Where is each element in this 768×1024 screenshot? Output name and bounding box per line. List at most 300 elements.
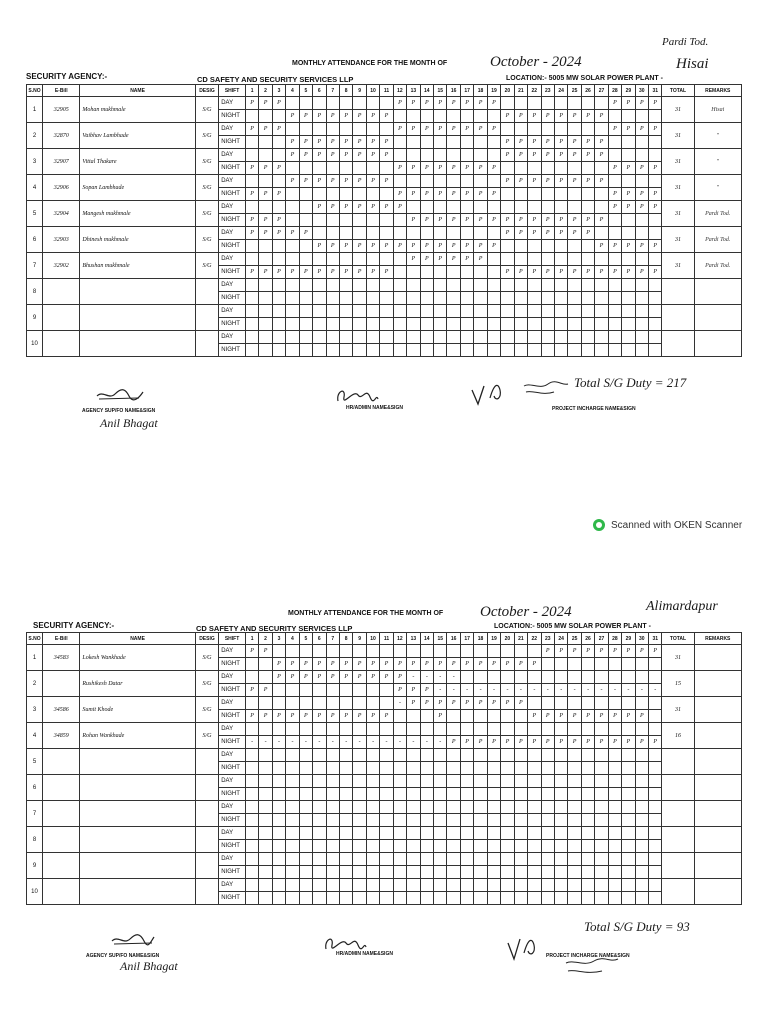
shift-night-label: NIGHT [219, 292, 246, 305]
attendance-cell: P [581, 214, 594, 227]
attendance-cell [447, 892, 460, 905]
attendance-cell [528, 188, 541, 201]
attendance-cell [339, 697, 352, 710]
row-remarks: Hisai [694, 97, 742, 123]
attendance-cell [649, 305, 662, 318]
attendance-cell [286, 645, 299, 658]
attendance-cell: P [649, 201, 662, 214]
attendance-cell [514, 879, 527, 892]
table-row-day [27, 853, 742, 866]
attendance-cell [286, 162, 299, 175]
attendance-cell [245, 697, 258, 710]
attendance-cell [353, 801, 366, 814]
attendance-cell [272, 201, 285, 214]
attendance-cell [554, 749, 567, 762]
attendance-cell [649, 227, 662, 240]
row-ebill [43, 331, 80, 357]
attendance-cell [407, 892, 420, 905]
attendance-cell [460, 149, 473, 162]
attendance-cell [353, 123, 366, 136]
attendance-cell [339, 749, 352, 762]
attendance-cell [393, 879, 406, 892]
attendance-cell: P [554, 266, 567, 279]
attendance-cell [393, 227, 406, 240]
attendance-cell: P [366, 710, 379, 723]
attendance-cell [366, 318, 379, 331]
attendance-cell: P [434, 253, 447, 266]
attendance-cell [313, 814, 326, 827]
row-name [80, 879, 195, 905]
attendance-cell [514, 853, 527, 866]
attendance-cell [326, 866, 339, 879]
row-total: 31 [662, 227, 694, 253]
attendance-cell [595, 305, 608, 318]
attendance-cell: P [420, 214, 433, 227]
attendance-cell: P [581, 645, 594, 658]
attendance-cell: P [259, 214, 272, 227]
attendance-cell [528, 762, 541, 775]
attendance-cell [460, 749, 473, 762]
attendance-cell: P [313, 149, 326, 162]
total-duty: Total S/G Duty = 217 [574, 375, 687, 390]
agency-name: CD SAFETY AND SECURITY SERVICES LLP [196, 624, 353, 633]
attendance-cell [380, 840, 393, 853]
attendance-cell [434, 788, 447, 801]
attendance-cell [474, 749, 487, 762]
attendance-cell: P [595, 266, 608, 279]
attendance-cell: - [622, 684, 635, 697]
row-desig: S/G [195, 723, 218, 749]
attendance-cell [366, 188, 379, 201]
attendance-cell [339, 305, 352, 318]
attendance-cell: P [326, 136, 339, 149]
attendance-cell [245, 175, 258, 188]
attendance-cell [514, 331, 527, 344]
sheet-title: MONTHLY ATTENDANCE FOR THE MONTH OF [288, 610, 444, 617]
header-day: 27 [595, 85, 608, 97]
attendance-cell: - [286, 736, 299, 749]
attendance-cell [649, 892, 662, 905]
attendance-cell: P [595, 136, 608, 149]
attendance-cell [608, 110, 621, 123]
attendance-cell [245, 292, 258, 305]
attendance-cell [326, 188, 339, 201]
attendance-cell: P [420, 240, 433, 253]
attendance-cell [608, 697, 621, 710]
attendance-cell: P [407, 188, 420, 201]
attendance-cell [366, 853, 379, 866]
attendance-cell [299, 853, 312, 866]
attendance-cell [608, 149, 621, 162]
attendance-cell [541, 801, 554, 814]
attendance-cell [622, 788, 635, 801]
attendance-cell [487, 344, 500, 357]
attendance-cell: P [407, 123, 420, 136]
attendance-cell [635, 149, 648, 162]
attendance-cell: P [326, 710, 339, 723]
attendance-cell: P [313, 240, 326, 253]
attendance-cell [299, 162, 312, 175]
attendance-cell [286, 214, 299, 227]
attendance-cell [635, 331, 648, 344]
attendance-cell [380, 305, 393, 318]
attendance-cell: P [514, 658, 527, 671]
attendance-cell: P [447, 697, 460, 710]
attendance-cell [608, 749, 621, 762]
attendance-cell [622, 801, 635, 814]
attendance-cell [366, 97, 379, 110]
attendance-cell [272, 697, 285, 710]
attendance-cell [380, 123, 393, 136]
attendance-cell [393, 136, 406, 149]
row-sno: 2 [27, 671, 43, 697]
attendance-cell [434, 305, 447, 318]
attendance-cell: P [447, 658, 460, 671]
attendance-cell [313, 305, 326, 318]
attendance-cell [649, 697, 662, 710]
attendance-cell [622, 814, 635, 827]
attendance-cell [380, 188, 393, 201]
attendance-cell [622, 292, 635, 305]
attendance-cell [554, 305, 567, 318]
attendance-cell [622, 305, 635, 318]
attendance-cell: P [245, 645, 258, 658]
row-name: Bhushan mukhmale [80, 253, 195, 279]
header-sno: S.NO [27, 85, 43, 97]
attendance-cell [501, 123, 514, 136]
attendance-cell: P [595, 175, 608, 188]
attendance-cell [447, 110, 460, 123]
table-row-day [27, 879, 742, 892]
attendance-cell [460, 827, 473, 840]
attendance-cell [514, 723, 527, 736]
attendance-cell [353, 214, 366, 227]
attendance-cell [487, 866, 500, 879]
attendance-cell: P [649, 162, 662, 175]
attendance-cell [393, 762, 406, 775]
attendance-cell [380, 827, 393, 840]
header-day: 4 [286, 633, 299, 645]
attendance-cell [407, 853, 420, 866]
attendance-cell: - [420, 671, 433, 684]
header-day: 24 [554, 633, 567, 645]
attendance-cell [299, 292, 312, 305]
attendance-cell [622, 175, 635, 188]
attendance-cell [635, 762, 648, 775]
attendance-cell [245, 749, 258, 762]
attendance-cell: P [245, 266, 258, 279]
attendance-cell: - [554, 684, 567, 697]
row-remarks [694, 827, 742, 853]
attendance-cell: P [622, 123, 635, 136]
attendance-cell: P [622, 240, 635, 253]
attendance-cell: P [554, 149, 567, 162]
attendance-cell [554, 840, 567, 853]
attendance-cell [434, 866, 447, 879]
attendance-cell [528, 775, 541, 788]
attendance-cell: P [554, 175, 567, 188]
attendance-cell: P [528, 227, 541, 240]
scanner-label: Scanned with OKEN Scanner [611, 519, 743, 531]
attendance-cell: P [514, 149, 527, 162]
attendance-cell [528, 279, 541, 292]
attendance-cell [581, 853, 594, 866]
attendance-cell [326, 840, 339, 853]
attendance-cell [245, 866, 258, 879]
attendance-cell: P [501, 227, 514, 240]
signature-hr [334, 383, 380, 407]
attendance-cell [299, 305, 312, 318]
attendance-cell: P [380, 149, 393, 162]
attendance-cell [434, 840, 447, 853]
header-day: 24 [554, 85, 567, 97]
attendance-cell: P [528, 110, 541, 123]
attendance-cell [581, 775, 594, 788]
attendance-cell [608, 175, 621, 188]
attendance-cell [528, 253, 541, 266]
attendance-cell: P [447, 188, 460, 201]
attendance-cell [447, 827, 460, 840]
attendance-cell [541, 318, 554, 331]
signature-agency [95, 386, 145, 402]
attendance-cell: P [622, 710, 635, 723]
attendance-cell: P [245, 123, 258, 136]
row-name: Sumit Khode [80, 697, 195, 723]
attendance-cell [487, 266, 500, 279]
attendance-cell [326, 227, 339, 240]
attendance-cell [272, 279, 285, 292]
attendance-cell: P [259, 97, 272, 110]
attendance-cell: P [474, 240, 487, 253]
attendance-cell [380, 866, 393, 879]
attendance-cell: P [259, 710, 272, 723]
attendance-cell [420, 266, 433, 279]
attendance-cell [460, 266, 473, 279]
attendance-cell: P [313, 110, 326, 123]
header-remarks: REMARKS [694, 633, 742, 645]
header-day: 1 [245, 85, 258, 97]
attendance-cell [366, 879, 379, 892]
attendance-cell: P [407, 697, 420, 710]
attendance-cell: P [447, 214, 460, 227]
row-remarks [694, 775, 742, 801]
header-day: 19 [487, 633, 500, 645]
attendance-cell [339, 892, 352, 905]
attendance-cell [245, 305, 258, 318]
attendance-cell [420, 892, 433, 905]
attendance-cell [581, 123, 594, 136]
header-day: 1 [245, 633, 258, 645]
shift-night-label: NIGHT [219, 110, 246, 123]
attendance-cell [622, 136, 635, 149]
header-day: 31 [649, 633, 662, 645]
attendance-cell [272, 775, 285, 788]
attendance-cell [541, 866, 554, 879]
row-ebill [43, 853, 80, 879]
attendance-cell [554, 344, 567, 357]
row-total [662, 879, 694, 905]
attendance-cell [487, 671, 500, 684]
attendance-cell [259, 318, 272, 331]
attendance-cell [635, 658, 648, 671]
shift-night-label: NIGHT [219, 344, 246, 357]
attendance-cell [272, 110, 285, 123]
attendance-cell [528, 292, 541, 305]
attendance-cell [353, 227, 366, 240]
attendance-cell [380, 749, 393, 762]
attendance-cell [366, 331, 379, 344]
attendance-cell [649, 762, 662, 775]
row-desig: S/G [195, 201, 218, 227]
attendance-cell [299, 318, 312, 331]
row-sno: 9 [27, 853, 43, 879]
attendance-cell: P [487, 188, 500, 201]
attendance-cell [407, 879, 420, 892]
attendance-cell [407, 788, 420, 801]
attendance-cell [353, 331, 366, 344]
attendance-cell [299, 697, 312, 710]
attendance-cell [420, 305, 433, 318]
attendance-cell: P [420, 97, 433, 110]
attendance-cell [407, 305, 420, 318]
attendance-cell [514, 318, 527, 331]
row-remarks [694, 801, 742, 827]
attendance-cell [380, 227, 393, 240]
attendance-cell: P [366, 658, 379, 671]
attendance-cell: - [581, 684, 594, 697]
attendance-cell: P [434, 240, 447, 253]
header-day: 29 [622, 633, 635, 645]
attendance-cell [460, 853, 473, 866]
header-day: 2 [259, 633, 272, 645]
attendance-cell: P [393, 162, 406, 175]
attendance-cell: P [434, 658, 447, 671]
attendance-cell [608, 331, 621, 344]
attendance-cell [514, 801, 527, 814]
attendance-cell [286, 123, 299, 136]
attendance-cell [595, 658, 608, 671]
attendance-cell [380, 331, 393, 344]
attendance-cell [541, 658, 554, 671]
attendance-cell [245, 658, 258, 671]
attendance-cell: P [407, 684, 420, 697]
attendance-cell [259, 201, 272, 214]
attendance-cell: P [393, 188, 406, 201]
attendance-cell: P [353, 240, 366, 253]
attendance-cell [353, 866, 366, 879]
attendance-cell [313, 723, 326, 736]
header-day: 7 [326, 85, 339, 97]
attendance-cell [622, 827, 635, 840]
attendance-cell: P [380, 136, 393, 149]
table-row-day [27, 645, 742, 658]
agency-sign-label: AGENCY SUP/FO NAME&SIGN [82, 408, 156, 414]
row-desig: S/G [195, 697, 218, 723]
attendance-cell [420, 175, 433, 188]
attendance-cell [649, 214, 662, 227]
shift-day-label: DAY [219, 227, 246, 240]
row-name: Lokesh Wankhade [80, 645, 195, 671]
attendance-cell: P [608, 162, 621, 175]
attendance-cell [366, 227, 379, 240]
attendance-cell [501, 853, 514, 866]
attendance-cell [501, 788, 514, 801]
attendance-cell [407, 749, 420, 762]
attendance-cell [541, 749, 554, 762]
attendance-cell: P [286, 266, 299, 279]
attendance-cell: - [474, 684, 487, 697]
attendance-cell: P [353, 136, 366, 149]
row-ebill [43, 775, 80, 801]
attendance-cell: - [272, 736, 285, 749]
attendance-cell [541, 671, 554, 684]
attendance-cell: P [259, 123, 272, 136]
location: LOCATION:- 5005 MW SOLAR POWER PLANT - [494, 623, 651, 630]
attendance-cell: P [460, 736, 473, 749]
attendance-cell [581, 344, 594, 357]
attendance-cell: P [259, 684, 272, 697]
attendance-cell [286, 344, 299, 357]
attendance-cell [474, 892, 487, 905]
attendance-cell [554, 788, 567, 801]
attendance-cell [326, 123, 339, 136]
attendance-cell [608, 671, 621, 684]
attendance-cell [326, 892, 339, 905]
attendance-cell [420, 801, 433, 814]
attendance-cell [622, 671, 635, 684]
attendance-cell: P [568, 175, 581, 188]
attendance-cell [353, 827, 366, 840]
attendance-cell [259, 749, 272, 762]
attendance-cell: P [635, 162, 648, 175]
attendance-cell [568, 671, 581, 684]
row-desig: S/G [195, 671, 218, 697]
attendance-cell [272, 645, 285, 658]
attendance-cell [649, 749, 662, 762]
attendance-cell: P [460, 123, 473, 136]
header-day: 30 [635, 85, 648, 97]
attendance-cell [514, 292, 527, 305]
attendance-cell: P [313, 671, 326, 684]
attendance-cell [581, 305, 594, 318]
attendance-cell [568, 749, 581, 762]
attendance-cell [299, 279, 312, 292]
attendance-cell [313, 645, 326, 658]
attendance-cell [460, 775, 473, 788]
attendance-cell: P [460, 97, 473, 110]
row-ebill [43, 671, 80, 697]
attendance-cell [313, 801, 326, 814]
attendance-cell: P [635, 201, 648, 214]
attendance-cell [635, 318, 648, 331]
attendance-cell: P [622, 201, 635, 214]
row-remarks: Pardi Tod. [694, 201, 742, 227]
attendance-cell: P [528, 266, 541, 279]
attendance-cell [487, 762, 500, 775]
attendance-cell [501, 723, 514, 736]
header-day: 31 [649, 85, 662, 97]
attendance-cell [581, 840, 594, 853]
attendance-cell [434, 266, 447, 279]
header-day: 20 [501, 633, 514, 645]
attendance-cell [447, 175, 460, 188]
attendance-cell: P [434, 214, 447, 227]
attendance-cell: P [353, 266, 366, 279]
attendance-cell [272, 684, 285, 697]
attendance-cell: P [366, 110, 379, 123]
attendance-cell [622, 879, 635, 892]
row-sno: 5 [27, 749, 43, 775]
